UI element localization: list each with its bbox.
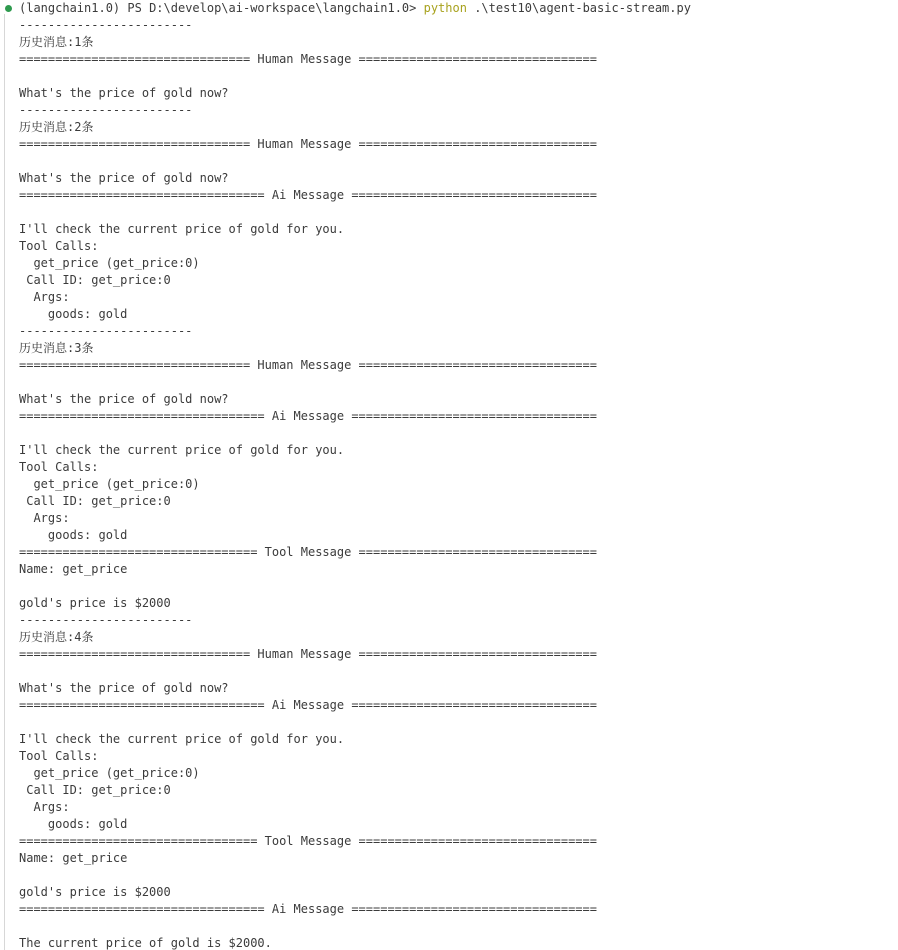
output-line: What's the price of gold now? (19, 171, 229, 185)
output-line: ================================== Ai Message ================================== (19, 188, 597, 202)
output-line: The current price of gold is $2000. (19, 936, 272, 950)
prompt-env: (langchain1.0) (19, 1, 121, 15)
output-line: ================================== Ai Message ================================== (19, 902, 597, 916)
output-line: ================================== Ai Message ================================== (19, 698, 597, 712)
output-line: I'll check the current price of gold for you. (19, 222, 345, 236)
output-line (19, 714, 691, 731)
output-line: Tool Calls: (19, 460, 99, 474)
output-line: Name: get_price (19, 851, 128, 865)
output-line: Name: get_price (19, 562, 128, 576)
command-decoration-bar (4, 14, 5, 950)
output-line: Args: (19, 800, 70, 814)
output-line (19, 918, 691, 935)
output-line: goods: gold (19, 817, 128, 831)
output-line: What's the price of gold now? (19, 392, 229, 406)
output-line: get_price (get_price:0) (19, 256, 200, 270)
output-line (19, 204, 691, 221)
output-line: Tool Calls: (19, 239, 99, 253)
output-line (19, 578, 691, 595)
output-line: gold's price is $2000 (19, 596, 171, 610)
prompt-command-args: .\test10\agent-basic-stream.py (474, 1, 691, 15)
prompt-command: python (423, 1, 467, 15)
output-line (19, 153, 691, 170)
output-line: ================================= Tool Message ================================= (19, 834, 597, 848)
output-line (19, 867, 691, 884)
output-line: 历史消息:3条 (19, 341, 94, 355)
output-line: goods: gold (19, 307, 128, 321)
output-line: 历史消息:1条 (19, 35, 94, 49)
output-line: ================================ Human Message ================================= (19, 647, 597, 661)
output-line: Args: (19, 511, 70, 525)
output-line: ------------------------ (19, 613, 193, 627)
output-line (19, 425, 691, 442)
output-line: I'll check the current price of gold for you. (19, 443, 345, 457)
output-line (19, 663, 691, 680)
output-line (19, 68, 691, 85)
output-line: ================================ Human Message ================================= (19, 358, 597, 372)
output-line: Call ID: get_price:0 (19, 494, 171, 508)
output-line: What's the price of gold now? (19, 86, 229, 100)
output-line: What's the price of gold now? (19, 681, 229, 695)
output-line: get_price (get_price:0) (19, 766, 200, 780)
output-line: ------------------------ (19, 18, 193, 32)
output-line: ================================ Human Message ================================= (19, 137, 597, 151)
output-line: Tool Calls: (19, 749, 99, 763)
prompt-path: PS D:\develop\ai-workspace\langchain1.0> (127, 1, 417, 15)
output-line: Call ID: get_price:0 (19, 273, 171, 287)
command-success-dot-icon[interactable] (5, 5, 12, 12)
output-line: goods: gold (19, 528, 128, 542)
output-line: gold's price is $2000 (19, 885, 171, 899)
output-line: Call ID: get_price:0 (19, 783, 171, 797)
output-line: ================================= Tool Message ================================= (19, 545, 597, 559)
output-line: Args: (19, 290, 70, 304)
terminal-output (19, 0, 691, 950)
output-line: I'll check the current price of gold for you. (19, 732, 345, 746)
output-line (19, 374, 691, 391)
output-line: 历史消息:4条 (19, 630, 94, 644)
output-line: get_price (get_price:0) (19, 477, 200, 491)
output-line: ------------------------ (19, 103, 193, 117)
output-line: ================================== Ai Message ================================== (19, 409, 597, 423)
output-line: 历史消息:2条 (19, 120, 94, 134)
output-line: ================================ Human Message ================================= (19, 52, 597, 66)
prompt-line (19, 0, 691, 17)
output-line: ------------------------ (19, 324, 193, 338)
